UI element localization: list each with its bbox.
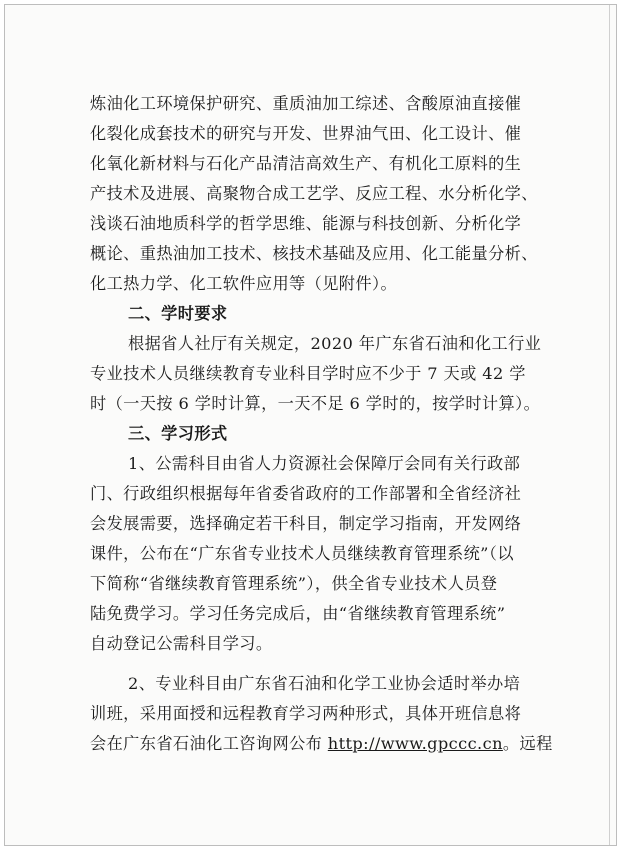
text-line: 时（一天按 6 学时计算，一天不足 6 学时的，按学时计算）。 xyxy=(90,394,541,413)
document-page xyxy=(4,4,617,846)
text-line: 陆免费学习。学习任务完成后，由“省继续教育管理系统” xyxy=(90,604,506,623)
website-link[interactable]: http://www.gpccc.cn xyxy=(327,734,503,753)
text-line: 课件，公布在“广东省专业技术人员继续教育管理系统”（以 xyxy=(90,544,514,563)
text-line: 下简称“省继续教育管理系统”），供全省专业技术人员登 xyxy=(90,574,498,593)
text-segment: 会在广东省石油化工咨询网公布 xyxy=(90,734,328,753)
text-line: 2、专业科目由广东省石油和化学工业协会适时举办培 xyxy=(128,674,521,693)
text-line: 专业技术人员继续教育专业科目学时应不少于 7 天或 42 学 xyxy=(90,364,526,383)
paragraph-gap xyxy=(90,659,532,669)
text-line-with-link xyxy=(90,729,553,759)
text-line: 自动登记公需科目学习。 xyxy=(90,634,273,653)
text-line: 浅谈石油地质科学的哲学思维、能源与科技创新、分析化学 xyxy=(90,214,522,233)
text-line: 产技术及进展、高聚物合成工艺学、反应工程、水分析化学、 xyxy=(90,184,538,203)
section-heading-study-format: 三、学习形式 xyxy=(128,424,228,443)
text-line: 根据省人社厅有关规定，2020 年广东省石油和化工行业 xyxy=(128,334,542,353)
document-body xyxy=(90,89,553,759)
text-line: 概论、重热油加工技术、核技术基础及应用、化工能量分析、 xyxy=(90,244,538,263)
text-line: 1、公需科目由省人力资源社会保障厅会同有关行政部 xyxy=(128,454,521,473)
text-line: 化氧化新材料与石化产品清洁高效生产、有机化工原料的生 xyxy=(90,154,522,173)
text-line: 化裂化成套技术的研究与开发、世界油气田、化工设计、催 xyxy=(90,124,522,143)
text-line: 门、行政组织根据每年省委省政府的工作部署和全省经济社 xyxy=(90,484,522,503)
section-heading-study-hours: 二、学时要求 xyxy=(128,304,228,323)
text-line: 化工热力学、化工软件应用等（见附件）。 xyxy=(90,274,398,293)
text-line: 会发展需要，选择确定若干科目，制定学习指南，开发网络 xyxy=(90,514,522,533)
text-segment: 。远程 xyxy=(502,734,553,753)
text-line: 炼油化工环境保护研究、重质油加工综述、含酸原油直接催 xyxy=(90,94,522,113)
text-line: 训班，采用面授和远程教育学习两种形式，具体开班信息将 xyxy=(90,704,522,723)
